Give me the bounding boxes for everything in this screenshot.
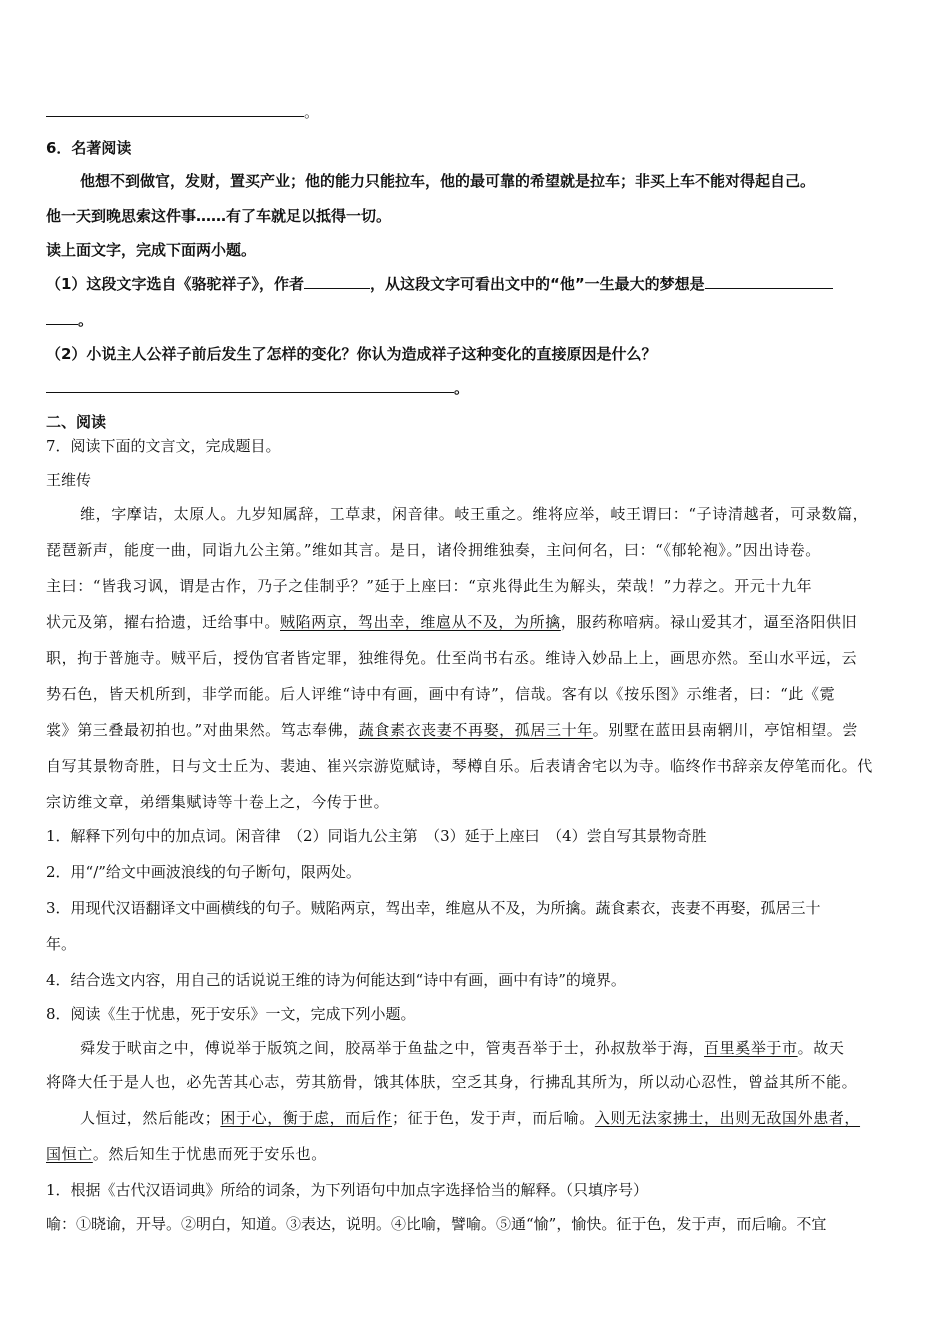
- q7-question-3: 3．用现代汉语翻译文中画横线的句子。贼陷两京，驾出幸，维扈从不及，为所擒。蔬食素衣，丧妻不再娶，孤居三十: [46, 899, 821, 917]
- q7-line4: 状元及第，擢右拾遗，迁给事中。贼陷两京，驾出幸，维扈从不及，为所擒，服药称喑病。禄山爱其才，逼至洛阳供旧: [46, 613, 858, 631]
- q8-para2-line1: 人恒过，然后能改；困于心，衡于虑，而后作；征于色，发于声，而后喻。入则无法家拂士，出则无敌国外患者，: [80, 1109, 861, 1127]
- q7-line6: 势石色，皆天机所到，非学而能。后人评维“诗中有画，画中有诗”，信哉。客有以《按乐图》示维者，曰：“此《霓: [46, 685, 836, 703]
- q7-question-1: 1．解释下列句中的加点词。闲音律 （2）同诣九公主第 （3）延于上座曰 （4）尝自写其景物奇胜: [46, 827, 707, 845]
- q8-para1-line2: 将降大任于是人也，必先苦其心志，劳其筋骨，饿其体肤，空乏其身，行拂乱其所为，所以动心忍性，曾益其所不能。: [46, 1073, 858, 1091]
- q7-question-2: 2．用“/”给文中画波浪线的句子断句，限两处。: [46, 863, 361, 881]
- q7-line9: 宗访维文章，弟缙集赋诗等十卷上之，今传于世。: [46, 793, 390, 811]
- author-blank[interactable]: [304, 274, 370, 289]
- q8-para1-line1: 舜发于畎亩之中，傅说举于版筑之间，胶鬲举于鱼盐之中，管夷吾举于士，孙叔敖举于海，百里奚举于市。故天: [80, 1039, 845, 1057]
- q7-text-title: 王维传: [46, 471, 92, 489]
- q7-line2: 琵琶新声，能度一曲，同诣九公主第。”维如其言。是日，诸伶拥维独奏，主问何名，曰：“《郁轮袍》。”因出诗卷。: [46, 541, 821, 559]
- q6-sub2: （2）小说主人公祥子前后发生了怎样的变化？你认为造成祥子这种变化的直接原因是什么？: [46, 345, 657, 363]
- underlined-phrase-2: 困于心，衡于虑，而后作: [220, 1109, 393, 1127]
- underlined-phrase-3: 入则无法家拂士，出则无敌国外患者，: [594, 1109, 861, 1127]
- section-2-title: 二、阅读: [46, 413, 107, 431]
- q6-instruction: 读上面文字，完成下面两小题。: [46, 241, 257, 259]
- q7-line7: 裳》第三叠最初拍也。”对曲果然。笃志奉佛，蔬食素衣丧妻不再娶，孤居三十年。别墅在蓝田县南辋川，亭馆相望。尝: [46, 721, 858, 739]
- q6-passage-line1: 他想不到做官，发财，置买产业；他的能力只能拉车，他的最可靠的希望就是拉车；非买上车不能对得起自己。: [80, 172, 816, 190]
- underlined-sentence-1: 贼陷两京，驾出幸，维扈从不及，为所擒: [280, 613, 561, 631]
- q7-title: 7．阅读下面的文言文，完成题目。: [46, 437, 281, 455]
- q7-line5: 职，拘于普施寺。贼平后，授伪官者皆定罪，独维得免。仕至尚书右丞。维诗入妙品上上，画思亦然。至山水平远，云: [46, 649, 858, 667]
- q6-passage-line2: 他一天到晚思索这件事……有了车就足以抵得一切。: [46, 207, 392, 225]
- change-answer-blank[interactable]: [46, 378, 454, 393]
- q8-definition-line: 喻：①晓谕，开导。②明白，知道。③表达，说明。④比喻，譬喻。⑤通“愉”，愉快。征于色，发于声，而后喻。不宜: [46, 1215, 827, 1233]
- answer-line-top: 。: [46, 102, 319, 122]
- q7-question-3-cont: 年。: [46, 935, 77, 953]
- underlined-phrase-1: 百里奚举于市: [704, 1039, 798, 1057]
- underlined-sentence-2: 蔬食素衣丧妻不再娶，孤居三十年: [358, 721, 593, 739]
- q7-line8: 自写其景物奇胜，日与文士丘为、裴迪、崔兴宗游览赋诗，琴樽自乐。后表请舍宅以为寺。临终作书辞亲友停笔而化。代: [46, 757, 873, 775]
- q6-sub1: （1）这段文字选自《骆驼祥子》，作者 ，从这段文字可看出文中的“他”一生最大的梦想是: [46, 274, 833, 294]
- dream-blank-cont[interactable]: [46, 310, 78, 325]
- q8-para2-line2: 国恒亡。然后知生于忧患而死于安乐也。: [46, 1145, 327, 1163]
- q6-sub2-answer: 。: [46, 378, 469, 398]
- q7-line3: 主曰：“皆我习讽，谓是古作，乃子之佳制乎？”延于上座曰：“京兆得此生为解头，荣哉！”力荐之。开元十九年: [46, 577, 813, 595]
- q6-sub1-cont: 。: [46, 310, 93, 330]
- q8-question-1: 1．根据《古代汉语词典》所给的词条，为下列语句中加点字选择恰当的解释。（只填序号）: [46, 1181, 649, 1199]
- q6-title: 6．名著阅读: [46, 139, 132, 157]
- q8-title: 8．阅读《生于忧患，死于安乐》一文，完成下列小题。: [46, 1005, 416, 1023]
- answer-blank[interactable]: [46, 102, 304, 117]
- dream-blank[interactable]: [705, 274, 833, 289]
- q7-question-4: 4．结合选文内容，用自己的话说说王维的诗为何能达到“诗中有画，画中有诗”的境界。: [46, 971, 626, 989]
- underlined-phrase-4: 国恒亡: [46, 1145, 93, 1163]
- q7-line1: 维，字摩诘，太原人。九岁知属辞，工草隶，闲音律。岐王重之。维将应举，岐王谓曰：“子诗清越者，可录数篇，: [80, 505, 869, 523]
